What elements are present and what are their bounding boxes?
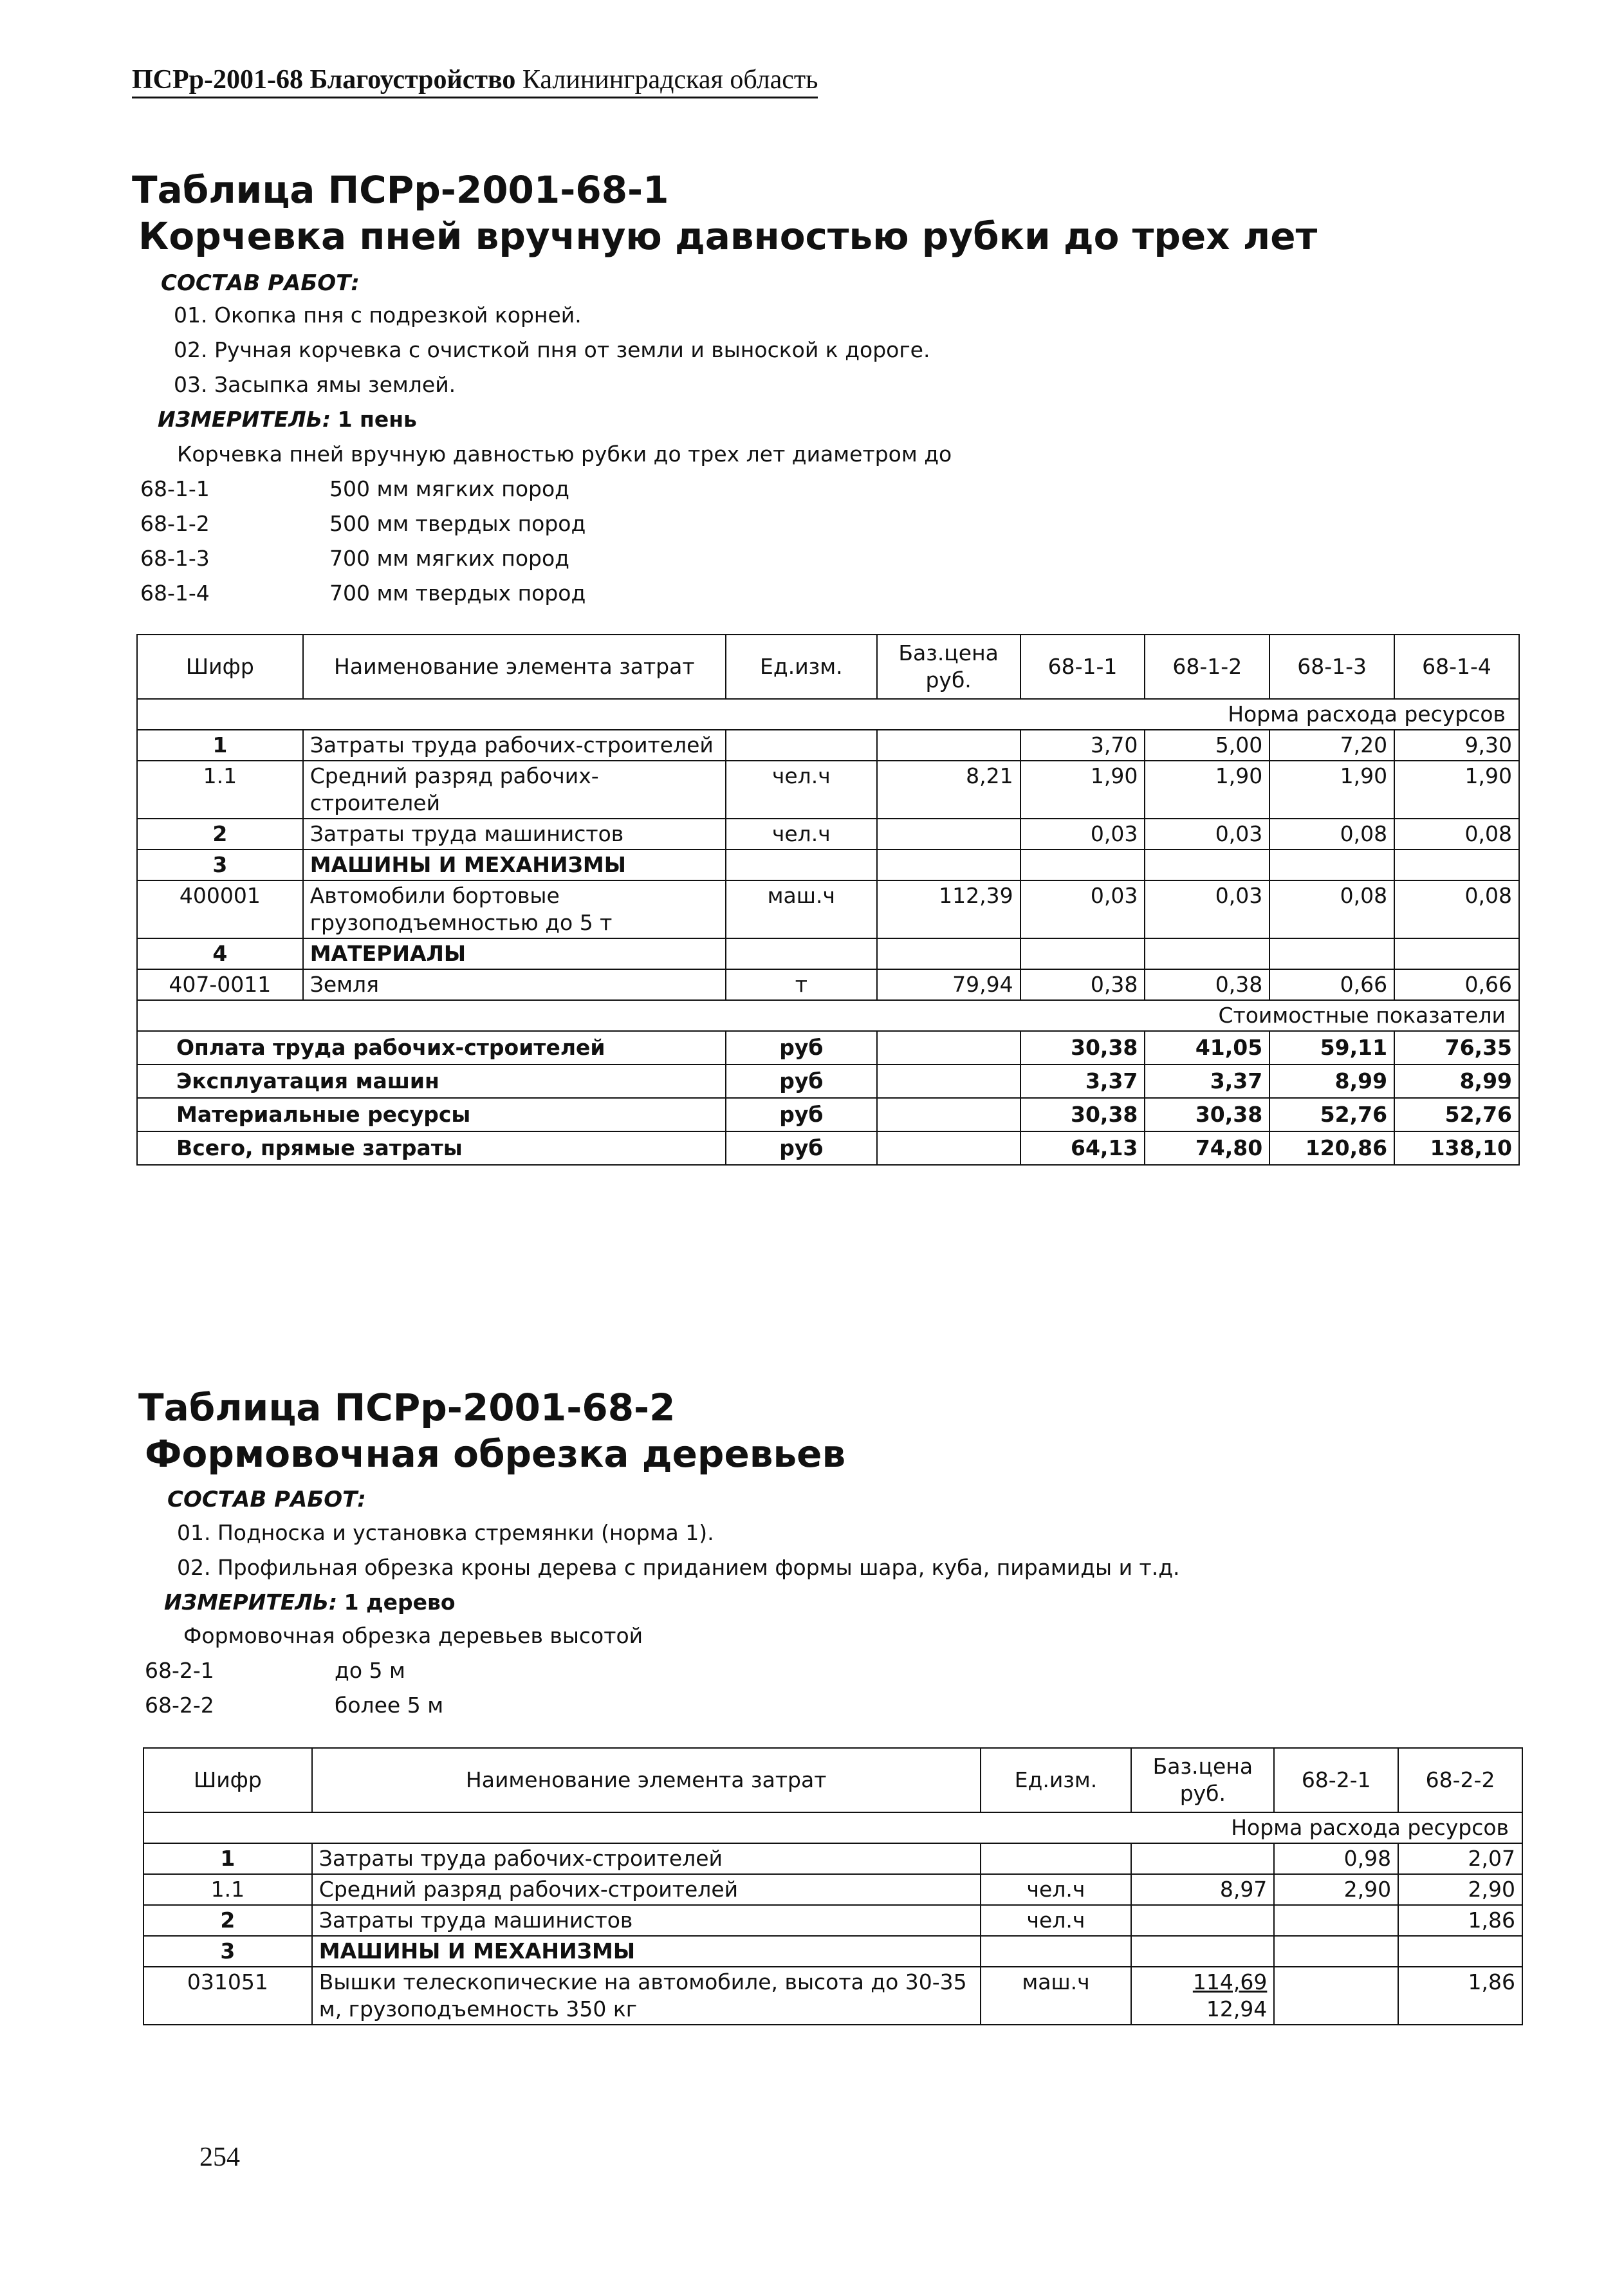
table-row xyxy=(143,1905,1522,1936)
row-value: 0,03 xyxy=(1145,819,1269,850)
table2-sostav-label: СОСТАВ РАБОТ: xyxy=(167,1487,366,1512)
table1-meter-label: ИЗМЕРИТЕЛЬ: xyxy=(158,407,331,432)
row-value: 0,98 xyxy=(1274,1843,1398,1874)
col-header: 68-1-3 xyxy=(1269,635,1394,699)
table2-intro: Формовочная обрезка деревьев высотой xyxy=(183,1623,643,1648)
row-value: 2,90 xyxy=(1274,1874,1398,1905)
total-value: 74,80 xyxy=(1145,1131,1269,1165)
table1-header-row xyxy=(137,635,1519,699)
row-value xyxy=(1394,850,1519,880)
table1-intro: Корчевка пней вручную давностью рубки до трех лет диаметром до xyxy=(177,441,952,467)
table1-work-1: 01. Окопка пня с подрезкой корней. xyxy=(174,302,582,328)
table1-subtitle: Корчевка пней вручную давностью рубки до трех лет xyxy=(138,214,1318,258)
table1-meter xyxy=(158,407,417,432)
table2-grid xyxy=(143,1747,1523,2025)
row-unit xyxy=(726,850,877,880)
table2-header-row xyxy=(143,1748,1522,1812)
row-value: 2,07 xyxy=(1398,1843,1522,1874)
col-header: Шифр xyxy=(137,635,303,699)
row-value xyxy=(1145,938,1269,969)
code-desc: 700 мм твердых пород xyxy=(329,581,586,606)
col-header: Баз.цена руб. xyxy=(1131,1748,1274,1812)
row-value: 1,90 xyxy=(1020,761,1145,819)
total-value: 138,10 xyxy=(1394,1131,1519,1165)
row-code: 4 xyxy=(137,938,303,969)
table1-norma-row xyxy=(137,699,1519,730)
row-value xyxy=(1145,850,1269,880)
row-value: 0,38 xyxy=(1145,969,1269,1000)
table1-work-3: 03. Засыпка ямы землей. xyxy=(174,372,456,397)
total-value: 41,05 xyxy=(1145,1031,1269,1064)
col-header: 68-2-1 xyxy=(1274,1748,1398,1812)
code-item: 68-1-1 xyxy=(140,476,210,501)
total-row xyxy=(137,1131,1519,1165)
row-price xyxy=(877,730,1020,761)
total-value: 3,37 xyxy=(1020,1064,1145,1098)
col-header: 68-2-2 xyxy=(1398,1748,1522,1812)
cost-label: Стоимостные показатели xyxy=(137,1000,1519,1031)
total-value: 30,38 xyxy=(1020,1098,1145,1131)
col-header: 68-1-4 xyxy=(1394,635,1519,699)
total-name: Эксплуатация машин xyxy=(137,1064,726,1098)
row-name: Автомобили бортовые грузоподъемностью до 5 т xyxy=(303,880,726,938)
row-unit: чел.ч xyxy=(981,1905,1132,1936)
row-price xyxy=(1131,1936,1274,1967)
row-code: 1 xyxy=(143,1843,312,1874)
norma-label: Норма расхода ресурсов xyxy=(143,1812,1522,1843)
row-code: 2 xyxy=(143,1905,312,1936)
total-value: 76,35 xyxy=(1394,1031,1519,1064)
total-row xyxy=(137,1064,1519,1098)
table-row xyxy=(143,1936,1522,1967)
row-price-cell xyxy=(1131,1967,1274,2025)
total-value: 30,38 xyxy=(1145,1098,1269,1131)
row-value: 0,66 xyxy=(1394,969,1519,1000)
total-price-empty xyxy=(877,1098,1020,1131)
total-value: 52,76 xyxy=(1269,1098,1394,1131)
row-value: 1,90 xyxy=(1394,761,1519,819)
col-header: Наименование элемента затрат xyxy=(303,635,726,699)
header-region: Калининградская область xyxy=(522,65,818,95)
row-unit xyxy=(726,730,877,761)
row-price: 114,69 xyxy=(1192,1969,1268,1994)
total-row xyxy=(137,1098,1519,1131)
row-value: 1,90 xyxy=(1145,761,1269,819)
row-unit: т xyxy=(726,969,877,1000)
row-price-secondary: 12,94 xyxy=(1206,1996,1268,2021)
table2-meter-label: ИЗМЕРИТЕЛЬ: xyxy=(164,1590,338,1615)
table2-meter-value: 1 дерево xyxy=(344,1590,456,1615)
row-name: Затраты труда машинистов xyxy=(312,1905,981,1936)
total-price-empty xyxy=(877,1131,1020,1165)
row-price: 8,97 xyxy=(1131,1874,1274,1905)
row-unit: чел.ч xyxy=(726,819,877,850)
table2-subtitle: Формовочная обрезка деревьев xyxy=(145,1432,846,1476)
row-value: 5,00 xyxy=(1145,730,1269,761)
table1-title: Таблица ПСРр-2001-68-1 xyxy=(132,168,669,212)
row-name: Затраты труда машинистов xyxy=(303,819,726,850)
col-header: Наименование элемента затрат xyxy=(312,1748,981,1812)
row-price: 8,21 xyxy=(877,761,1020,819)
total-name: Всего, прямые затраты xyxy=(137,1131,726,1165)
code-desc: 500 мм мягких пород xyxy=(329,476,569,501)
total-value: 120,86 xyxy=(1269,1131,1394,1165)
row-code: 3 xyxy=(137,850,303,880)
col-header: Шифр xyxy=(143,1748,312,1812)
header-code: ПСРр-2001-68 Благоустройство xyxy=(132,65,516,95)
row-unit xyxy=(981,1936,1132,1967)
page-header xyxy=(132,64,818,98)
row-value: 7,20 xyxy=(1269,730,1394,761)
row-value: 0,03 xyxy=(1145,880,1269,938)
code-desc: 700 мм мягких пород xyxy=(329,546,569,571)
row-code: 1.1 xyxy=(143,1874,312,1905)
table-row xyxy=(137,880,1519,938)
row-value: 1,86 xyxy=(1398,1967,1522,2025)
row-name: МАТЕРИАЛЫ xyxy=(303,938,726,969)
total-price-empty xyxy=(877,1031,1020,1064)
row-name: Средний разряд рабочих-строителей xyxy=(303,761,726,819)
table-row xyxy=(137,969,1519,1000)
table1-work-2: 02. Ручная корчевка с очисткой пня от земли и выноской к дороге. xyxy=(174,337,930,362)
code-item: 68-1-2 xyxy=(140,511,210,536)
row-unit: чел.ч xyxy=(726,761,877,819)
table-row xyxy=(137,850,1519,880)
total-unit: руб xyxy=(726,1064,877,1098)
row-value: 0,03 xyxy=(1020,819,1145,850)
total-value: 3,37 xyxy=(1145,1064,1269,1098)
row-name: Земля xyxy=(303,969,726,1000)
row-code: 3 xyxy=(143,1936,312,1967)
table-row xyxy=(137,730,1519,761)
row-unit xyxy=(726,938,877,969)
row-value xyxy=(1269,938,1394,969)
row-value: 0,66 xyxy=(1269,969,1394,1000)
row-name: Средний разряд рабочих-строителей xyxy=(312,1874,981,1905)
total-name: Оплата труда рабочих-строителей xyxy=(137,1031,726,1064)
row-name: МАШИНЫ И МЕХАНИЗМЫ xyxy=(303,850,726,880)
total-value: 8,99 xyxy=(1394,1064,1519,1098)
code-item: 68-1-3 xyxy=(140,546,210,571)
table-row xyxy=(143,1843,1522,1874)
table1-grid xyxy=(136,634,1520,1166)
total-value: 52,76 xyxy=(1394,1098,1519,1131)
table1-cost-row xyxy=(137,1000,1519,1031)
row-price xyxy=(877,938,1020,969)
row-value: 1,86 xyxy=(1398,1905,1522,1936)
row-name: Затраты труда рабочих-строителей xyxy=(312,1843,981,1874)
row-value xyxy=(1020,938,1145,969)
row-code: 1.1 xyxy=(137,761,303,819)
row-unit: маш.ч xyxy=(726,880,877,938)
row-value xyxy=(1398,1936,1522,1967)
code-desc: более 5 м xyxy=(335,1693,444,1718)
row-name: Вышки телескопические на автомобиле, высота до 30-35 м, грузоподъемность 350 кг xyxy=(312,1967,981,2025)
row-value xyxy=(1274,1967,1398,2025)
page-number: 254 xyxy=(199,2142,240,2172)
row-price xyxy=(1131,1905,1274,1936)
code-item: 68-1-4 xyxy=(140,581,210,606)
code-desc: 500 мм твердых пород xyxy=(329,511,586,536)
row-value xyxy=(1274,1936,1398,1967)
row-value: 0,08 xyxy=(1394,819,1519,850)
row-code: 1 xyxy=(137,730,303,761)
table-row xyxy=(137,761,1519,819)
table1-meter-value: 1 пень xyxy=(337,407,417,432)
row-name: Затраты труда рабочих-строителей xyxy=(303,730,726,761)
col-header: 68-1-1 xyxy=(1020,635,1145,699)
total-unit: руб xyxy=(726,1098,877,1131)
row-value: 0,38 xyxy=(1020,969,1145,1000)
table2-work-1: 01. Подноска и установка стремянки (норма 1). xyxy=(177,1520,714,1545)
row-value: 3,70 xyxy=(1020,730,1145,761)
total-unit: руб xyxy=(726,1131,877,1165)
row-value xyxy=(1394,938,1519,969)
table2-meter xyxy=(164,1590,456,1615)
table2-title: Таблица ПСРр-2001-68-2 xyxy=(138,1386,676,1429)
total-value: 8,99 xyxy=(1269,1064,1394,1098)
row-price xyxy=(1131,1843,1274,1874)
table-row xyxy=(143,1874,1522,1905)
row-value: 1,90 xyxy=(1269,761,1394,819)
row-price xyxy=(877,850,1020,880)
total-value: 59,11 xyxy=(1269,1031,1394,1064)
table-row xyxy=(137,819,1519,850)
total-row xyxy=(137,1031,1519,1064)
col-header: Баз.цена руб. xyxy=(877,635,1020,699)
total-name: Материальные ресурсы xyxy=(137,1098,726,1131)
total-value: 64,13 xyxy=(1020,1131,1145,1165)
table2-norma-row xyxy=(143,1812,1522,1843)
row-value: 0,08 xyxy=(1269,880,1394,938)
row-price: 112,39 xyxy=(877,880,1020,938)
row-value xyxy=(1269,850,1394,880)
row-unit: маш.ч xyxy=(981,1967,1132,2025)
row-value xyxy=(1020,850,1145,880)
row-code: 407-0011 xyxy=(137,969,303,1000)
row-value: 0,08 xyxy=(1394,880,1519,938)
col-header: 68-1-2 xyxy=(1145,635,1269,699)
row-unit xyxy=(981,1843,1132,1874)
row-price xyxy=(877,819,1020,850)
table-row xyxy=(143,1967,1522,2025)
table1-sostav-label: СОСТАВ РАБОТ: xyxy=(161,270,360,296)
row-code: 400001 xyxy=(137,880,303,938)
row-code: 031051 xyxy=(143,1967,312,2025)
col-header: Ед.изм. xyxy=(726,635,877,699)
col-header: Ед.изм. xyxy=(981,1748,1132,1812)
table2-work-2: 02. Профильная обрезка кроны дерева с приданием формы шара, куба, пирамиды и т.д. xyxy=(177,1555,1180,1580)
row-value: 9,30 xyxy=(1394,730,1519,761)
code-item: 68-2-1 xyxy=(145,1658,214,1683)
total-price-empty xyxy=(877,1064,1020,1098)
row-value: 0,08 xyxy=(1269,819,1394,850)
code-item: 68-2-2 xyxy=(145,1693,214,1718)
row-value: 2,90 xyxy=(1398,1874,1522,1905)
total-unit: руб xyxy=(726,1031,877,1064)
row-value xyxy=(1274,1905,1398,1936)
norma-label: Норма расхода ресурсов xyxy=(137,699,1519,730)
row-unit: чел.ч xyxy=(981,1874,1132,1905)
row-value: 0,03 xyxy=(1020,880,1145,938)
row-code: 2 xyxy=(137,819,303,850)
row-price: 79,94 xyxy=(877,969,1020,1000)
code-desc: до 5 м xyxy=(335,1658,405,1683)
total-value: 30,38 xyxy=(1020,1031,1145,1064)
table-row xyxy=(137,938,1519,969)
row-name: МАШИНЫ И МЕХАНИЗМЫ xyxy=(312,1936,981,1967)
